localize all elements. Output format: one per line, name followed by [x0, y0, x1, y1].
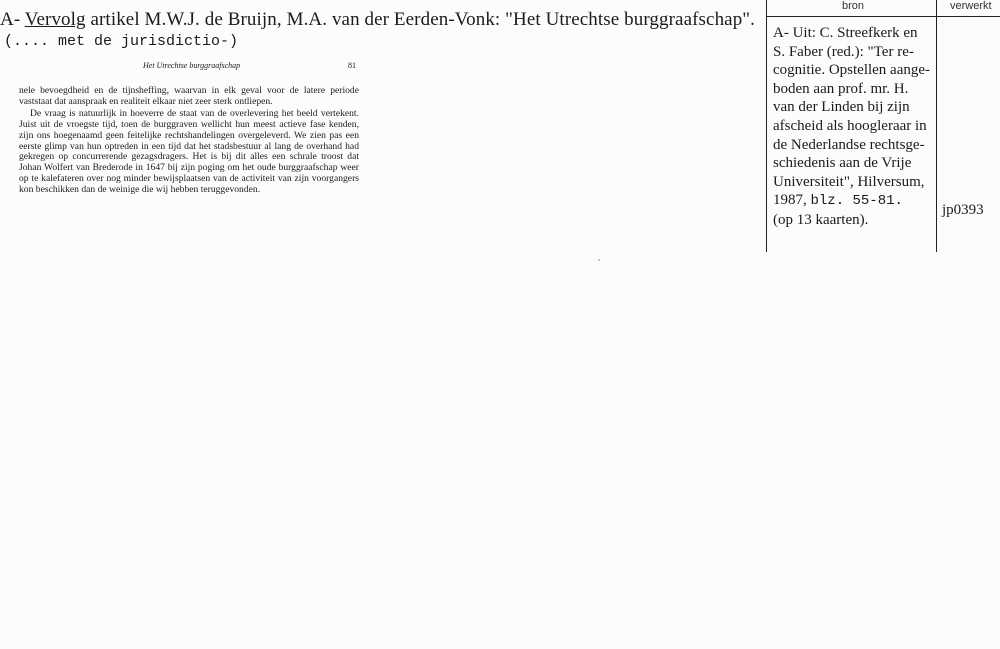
source-line: afscheid als hoogleraar in	[773, 117, 927, 134]
left-column-rule	[766, 0, 767, 252]
source-line: cognitie. Opstellen aange-	[773, 62, 931, 79]
source-pages: blz. 55-81.	[810, 193, 903, 210]
source-line: schiedenis aan de Vrije	[773, 155, 912, 172]
typed-subheading: (.... met de jurisdictio-)	[4, 33, 239, 50]
column-header-bron: bron	[842, 0, 865, 12]
source-line: Universiteit", Hilversum,	[773, 173, 925, 190]
heading-rest: artikel M.W.J. de Bruijn, M.A. van der Eerden-Vonk: "Het Utrechtse burggraafschap".	[85, 9, 756, 30]
heading-prefix: A-	[0, 9, 25, 30]
source-line: A- Uit: C. Streefkerk en	[773, 25, 918, 41]
header-rule	[766, 16, 1000, 17]
source-line: de Nederlandse rechtsge-	[773, 136, 925, 153]
card-code: jp0393	[942, 202, 984, 218]
excerpt-paragraph: nele bevoegdheid en de tijnsheffing, waarvan in elk geval voor de latere periode vaststaat dat aanspraak en realiteit elkaar niet zeer sterk ontliepen.	[19, 85, 359, 107]
article-excerpt	[19, 86, 359, 196]
page-heading	[0, 9, 755, 31]
source-line: van der Linden bij zijn	[773, 99, 910, 116]
source-pages-line	[773, 191, 931, 211]
index-card-table	[766, 0, 1000, 252]
source-line: boden aan prof. mr. H.	[773, 80, 909, 97]
source-year: 1987,	[773, 192, 811, 209]
column-header-verwerkt: verwerkt	[950, 0, 992, 12]
page-number: 81	[348, 61, 356, 70]
source-cards-note: (op 13 kaarten).	[773, 211, 869, 228]
heading-underlined-word: Vervolg	[24, 9, 86, 30]
scan-speck	[598, 259, 600, 261]
running-head: Het Utrechtse burggraafschap	[143, 61, 241, 70]
middle-column-rule	[936, 0, 937, 252]
source-line: S. Faber (red.): "Ter re-	[773, 43, 914, 60]
source-citation	[773, 24, 931, 230]
excerpt-paragraph: De vraag is natuurlijk in hoeverre de staat van de overlevering het beeld vertekent. Juist uit de vroegste tijd, toen de burggraven wellicht hun meest actieve fase kenden, zijn ons hoegenaamd geen feitelijke rechtshandelingen overgeleverd. We zien pas een eerste glimp van hun optreden in een tijd dat het stadsbestuur al lang de overhand had gekregen op concurrerende gezagsdragers. Het is bij dit alles een schrale troost dat Johan Wolfert van Brederode in 1647 bij zijn poging om het oude burggraafschap weer op te kalefateren over nog minder bewijsplaatsen van de activiteit van zijn voorgangers kon beschikken dan de weinige die wij hebben teruggevonden.	[19, 107, 359, 196]
